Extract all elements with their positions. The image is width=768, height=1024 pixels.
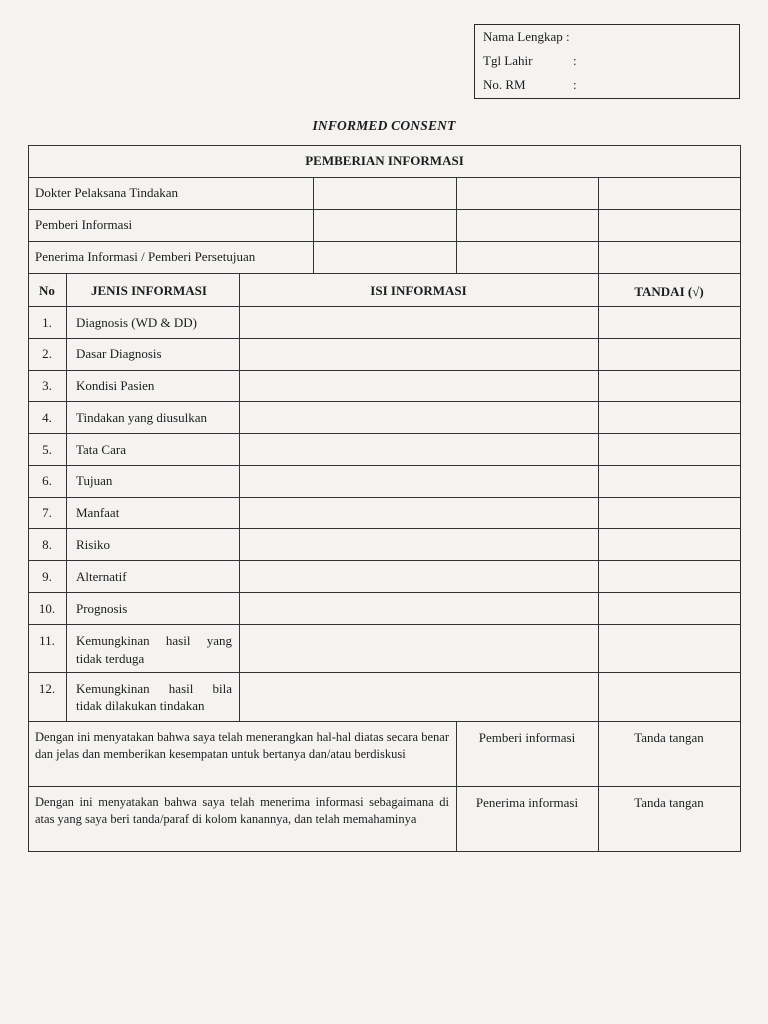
item-label: Tujuan — [76, 473, 113, 488]
statement-informant-sign: Tanda tangan — [634, 730, 704, 745]
statement-informant-text: Dengan ini menyatakan bahwa saya telah menerangkan hal-hal diatas secara benar dan jelas dan memberikan kesempatan untuk bertanya dan/atau berdiskusi — [35, 730, 449, 761]
item-no: 1. — [42, 315, 52, 330]
statement-recipient-sign: Tanda tangan — [634, 795, 704, 810]
item-no: 8. — [42, 537, 52, 552]
item-no: 5. — [42, 442, 52, 457]
patient-name-label: Nama Lengkap : — [483, 29, 570, 44]
patient-dob-label: Tgl Lahir — [483, 53, 533, 68]
item-label: Tata Cara — [76, 442, 126, 457]
item-label: Tindakan yang diusulkan — [76, 410, 207, 425]
item-label: Manfaat — [76, 505, 120, 520]
item-label — [76, 632, 232, 649]
item-no: 10. — [38, 601, 56, 616]
statement-informant-role: Pemberi informasi — [478, 730, 576, 745]
item-no: 6. — [42, 473, 52, 488]
role-recipient-label: Penerima Informasi / Pemberi Persetujuan — [35, 249, 256, 264]
item-no: 2. — [42, 346, 52, 361]
statement-recipient-role: Penerima informasi — [475, 795, 579, 810]
item-label — [76, 680, 232, 697]
patient-rm-label: No. RM — [483, 77, 526, 92]
item-label-line1: Kemungkinan hasil bila — [76, 681, 232, 696]
item-no: 4. — [42, 410, 52, 425]
role-informant-label: Pemberi Informasi — [35, 217, 133, 232]
item-label-line1: Kemungkinan hasil yang — [76, 633, 232, 648]
item-label: Alternatif — [76, 569, 127, 584]
item-label-line2: tidak terduga — [76, 651, 145, 666]
document-title: INFORMED CONSENT — [312, 118, 456, 133]
patient-identity-box — [474, 24, 740, 99]
item-no: 12. — [38, 681, 56, 696]
statement-recipient-text: Dengan ini menyatakan bahwa saya telah menerima informasi sebagaimana di atas yang saya beri tanda/paraf di kolom kanannya, dan telah memahaminya — [35, 795, 449, 826]
item-label: Diagnosis (WD & DD) — [76, 315, 197, 330]
item-label: Kondisi Pasien — [76, 378, 155, 393]
section-header: PEMBERIAN INFORMASI — [305, 153, 464, 168]
item-no: 9. — [42, 569, 52, 584]
item-label: Dasar Diagnosis — [76, 346, 162, 361]
patient-rm-colon: : — [573, 77, 577, 92]
col-header-type: JENIS INFORMASI — [91, 283, 207, 298]
item-no: 11. — [39, 633, 55, 648]
item-label-line2: tidak dilakukan tindakan — [76, 698, 205, 713]
col-header-content: ISI INFORMASI — [370, 283, 467, 298]
item-label: Prognosis — [76, 601, 128, 616]
item-label: Risiko — [76, 537, 110, 552]
col-header-no: No — [39, 283, 55, 298]
col-header-mark: TANDAI (√) — [634, 284, 704, 299]
role-doctor-label: Dokter Pelaksana Tindakan — [35, 185, 178, 200]
item-no: 3. — [42, 378, 52, 393]
patient-dob-colon: : — [573, 53, 577, 68]
item-no: 7. — [42, 505, 52, 520]
